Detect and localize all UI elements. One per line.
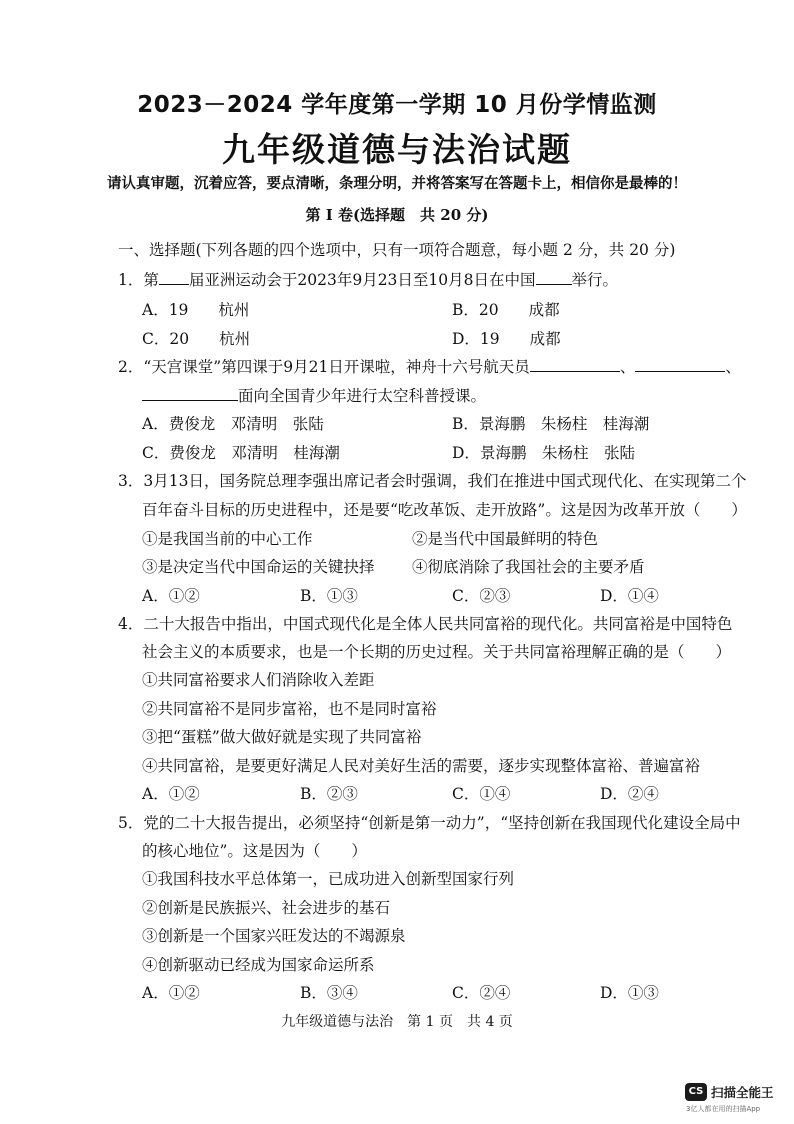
- q5-option-d: D．①③: [600, 984, 659, 1002]
- question-4-line2: 社会主义的本质要求，也是一个长期的历史过程。关于共同富裕理解正确的是（ ）: [142, 643, 732, 661]
- q1-option-b: B．20 成都: [452, 301, 560, 319]
- answer-blank: [536, 269, 572, 285]
- volume-heading: 第 I 卷(选择题 共 20 分): [305, 206, 489, 224]
- q4-option-b: B．②③: [300, 785, 358, 803]
- q4-item-1: ①共同富裕要求人们消除收入差距: [142, 671, 375, 689]
- q3-option-d: D．①④: [600, 587, 659, 605]
- camscanner-brand: 扫描全能王: [711, 1085, 774, 1100]
- q4-item-3: ③把“蛋糕”做大做好就是实现了共同富裕: [142, 728, 422, 746]
- answer-blank: [530, 356, 620, 372]
- exam-notice: 请认真审题，沉着应答，要点清晰，条理分明，并将答案写在答题卡上，相信你是最棒的！: [107, 175, 687, 192]
- q5-item-4: ④创新驱动已经成为国家命运所系: [142, 956, 375, 974]
- question-number: 2．: [118, 358, 144, 376]
- q1-option-d: D．19 成都: [452, 330, 561, 348]
- question-3-line2: 百年奋斗目标的历史进程中，还是要“吃改革饭、走开放路”。这是因为改革开放（ ）: [142, 501, 747, 519]
- q4-item-2: ②共同富裕不是同步富裕，也不是同时富裕: [142, 700, 437, 718]
- question-number: 1．: [118, 271, 144, 289]
- q5-item-2: ②创新是民族振兴、社会进步的基石: [142, 899, 391, 917]
- exam-term-line: 2023－2024 学年度第一学期 10 月份学情监测: [137, 92, 657, 118]
- q5-item-3: ③创新是一个国家兴旺发达的不竭源泉: [142, 927, 406, 945]
- question-5: 5．党的二十大报告提出，必须坚持“创新是第一动力”，“坚持创新在我国现代化建设全局中: [118, 814, 741, 832]
- question-number: 5．: [118, 814, 144, 832]
- section-heading: 一、选择题(下列各题的四个选项中，只有一项符合题意，每小题 2 分，共 20 分): [118, 241, 676, 259]
- q4-option-c: C．①④: [452, 785, 511, 803]
- question-4: 4．二十大报告中指出，中国式现代化是全体人民共同富裕的现代化。共同富裕是中国特色: [118, 615, 733, 633]
- question-number: 3．: [118, 472, 144, 490]
- page-footer: 九年级道德与法治 第 1 页 共 4 页: [281, 1014, 513, 1030]
- q5-option-c: C．②④: [452, 984, 511, 1002]
- q3-item-3: ③是决定当代中国命运的关键抉择: [142, 558, 375, 576]
- q2-option-d: D．景海鹏 朱杨柱 张陆: [452, 444, 635, 462]
- q3-option-a: A．①②: [142, 587, 200, 605]
- question-3: 3．3月13日，国务院总理李强出席记者会时强调，我们在推进中国式现代化、在实现第二个: [118, 472, 747, 490]
- q2-option-a: A．费俊龙 邓清明 张陆: [142, 415, 324, 433]
- question-5-line2: 的核心地位”。这是因为（ ）: [142, 842, 367, 860]
- q3-option-c: C．②③: [452, 587, 511, 605]
- q4-option-a: A．①②: [142, 785, 200, 803]
- question-1: 1．第 届亚洲运动会于2023年9月23日至10月8日在中国 举行。: [118, 271, 619, 289]
- answer-blank: [159, 269, 189, 285]
- q2-option-b: B．景海鹏 朱杨柱 桂海潮: [452, 415, 650, 433]
- exam-title: 九年级道德与法治试题: [222, 130, 572, 169]
- answer-blank: [142, 385, 238, 401]
- question-number: 4．: [118, 615, 144, 633]
- q4-item-4: ④共同富裕，是要更好满足人民对美好生活的需要，逐步实现整体富裕、普遍富裕: [142, 757, 701, 775]
- q5-item-1: ①我国科技水平总体第一，已成功进入创新型国家行列: [142, 870, 515, 888]
- question-2-cont: 面向全国青少年进行太空科普授课。: [142, 384, 486, 406]
- q3-item-1: ①是我国当前的中心工作: [142, 530, 313, 548]
- q5-option-b: B．③④: [300, 984, 358, 1002]
- q3-option-b: B．①③: [300, 587, 358, 605]
- answer-blank: [635, 356, 725, 372]
- q3-item-2: ②是当代中国最鲜明的特色: [412, 530, 599, 548]
- camscanner-tagline: 3亿人都在用的扫描App: [686, 1105, 761, 1113]
- q1-option-c: C．20 杭州: [142, 330, 251, 348]
- q2-option-c: C．费俊龙 邓清明 桂海潮: [142, 444, 340, 462]
- q1-option-a: A．19 杭州: [142, 301, 250, 319]
- camscanner-logo-icon: CS: [685, 1083, 707, 1101]
- q5-option-a: A．①②: [142, 984, 200, 1002]
- q3-item-4: ④彻底消除了我国社会的主要矛盾: [412, 558, 645, 576]
- q4-option-d: D．②④: [600, 785, 659, 803]
- question-2: 2．“天宫课堂”第四课于9月21日开课啦，神舟十六号航天员 、 、: [118, 358, 741, 376]
